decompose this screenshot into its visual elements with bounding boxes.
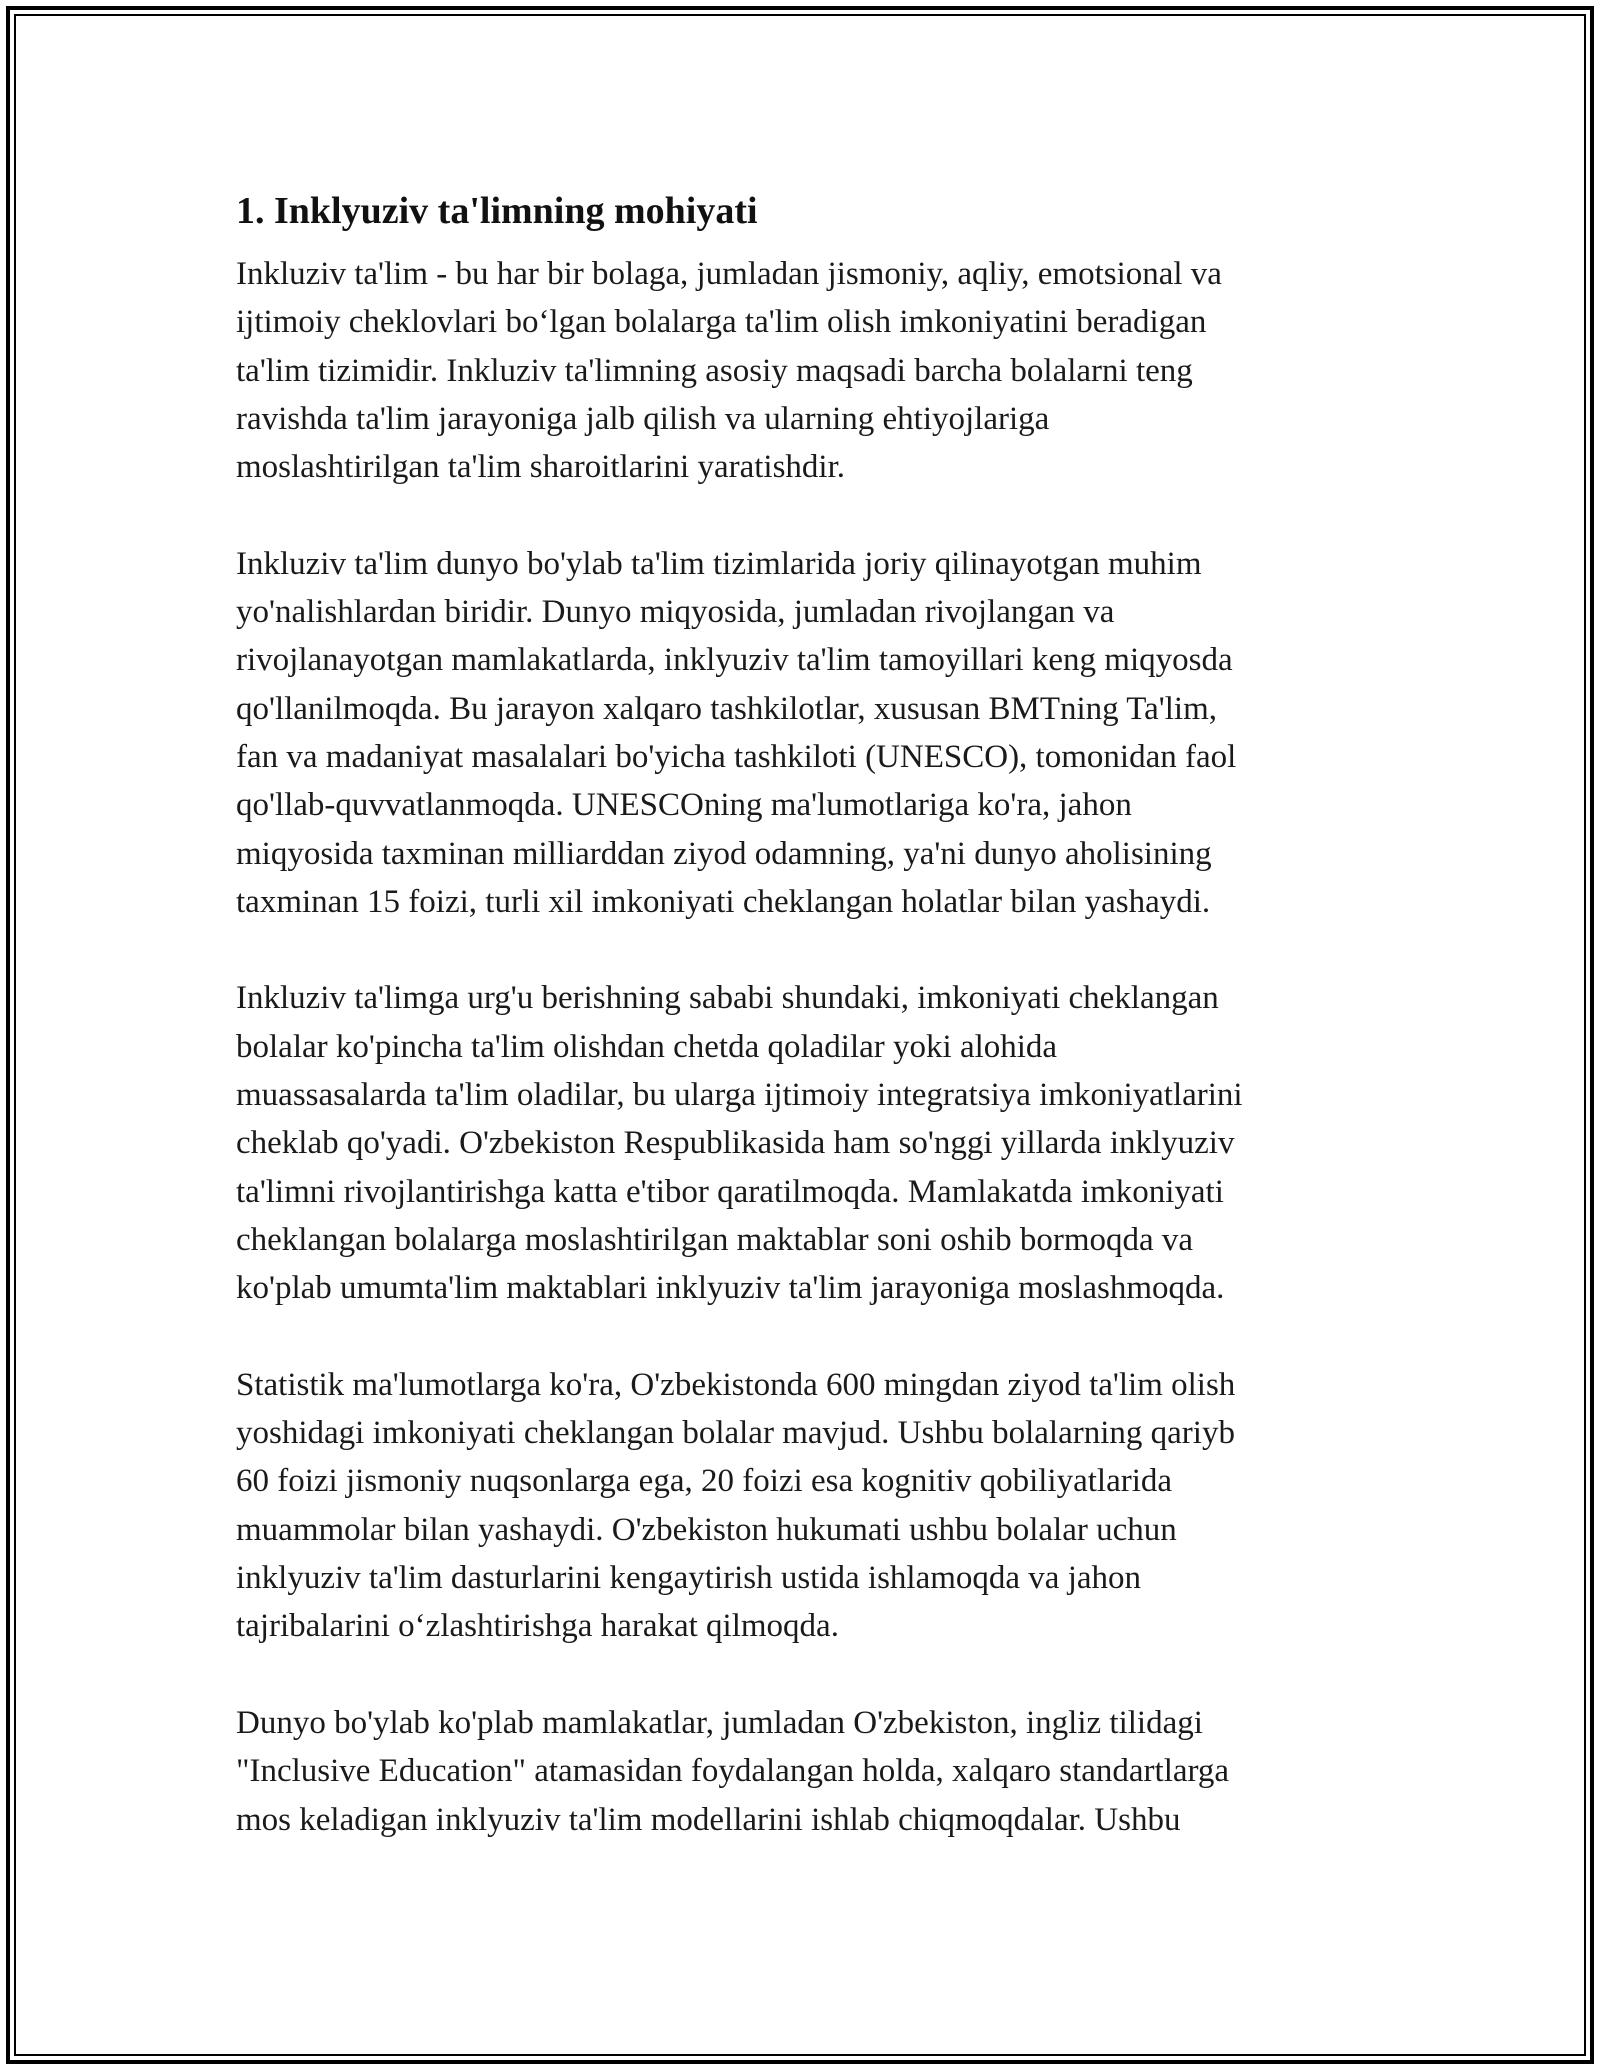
paragraphs-container <box>236 250 1406 1844</box>
paragraph-line: ko'plab umumta'lim maktablari inklyuziv ta'lim jarayoniga moslashmoqda. <box>236 1270 1225 1307</box>
paragraph-line: ijtimoiy cheklovlari bo‘lgan bolalarga ta'lim olish imkoniyatini beradigan <box>236 304 1207 341</box>
paragraph-line: Inkluziv ta'lim dunyo bo'ylab ta'lim tizimlarida joriy qilinayotgan muhim <box>236 545 1202 582</box>
paragraph-line: mos keladigan inklyuziv ta'lim modellarini ishlab chiqmoqdalar. Ushbu <box>236 1801 1181 1838</box>
paragraph-line: muammolar bilan yashaydi. O'zbekiston hukumati ushbu bolalar uchun <box>236 1511 1177 1548</box>
paragraph-line: cheklangan bolalarga moslashtirilgan maktablar soni oshib bormoqda va <box>236 1221 1194 1258</box>
paragraph-line: Inkluziv ta'limga urg'u berishning sababi shundaki, imkoniyati cheklangan <box>236 980 1219 1017</box>
paragraph-line: Inkluziv ta'lim - bu har bir bolaga, jumladan jismoniy, aqliy, emotsional va <box>236 256 1222 292</box>
paragraph-line: Dunyo bo'ylab ko'plab mamlakatlar, jumladan O'zbekiston, ingliz tilidagi <box>236 1704 1203 1741</box>
paragraph-line: tajribalarini o‘zlashtirishga harakat qilmoqda. <box>236 1608 839 1645</box>
paragraph-line: ravishda ta'lim jarayoniga jalb qilish va ularning ehtiyojlariga <box>236 400 1050 437</box>
paragraph-line: yo'nalishlardan biridir. Dunyo miqyosida, jumladan rivojlangan va <box>236 594 1115 631</box>
paragraph <box>236 250 1406 491</box>
paragraph-gap <box>236 926 1406 974</box>
paragraph <box>236 540 1406 926</box>
paragraph-line: rivojlanayotgan mamlakatlarda, inklyuziv ta'lim tamoyillari keng miqyosda <box>236 642 1233 679</box>
paragraph-line: miqyosida taxminan milliarddan ziyod odamning, ya'ni dunyo aholisining <box>236 835 1212 872</box>
paragraph-gap <box>236 1651 1406 1699</box>
paragraph-line: "Inclusive Education" atamasidan foydalangan holda, xalqaro standartlarga <box>236 1753 1230 1790</box>
paragraph <box>236 1699 1406 1844</box>
paragraph-line: 60 foizi jismoniy nuqsonlarga ega, 20 foizi esa kognitiv qobiliyatlarida <box>236 1463 1173 1500</box>
paragraph-line: qo'llanilmoqda. Bu jarayon xalqaro tashkilotlar, xususan BMTning Ta'lim, <box>236 690 1218 727</box>
document-body <box>236 186 1406 1844</box>
section-heading: 1. Inklyuziv ta'limning mohiyati <box>236 190 758 232</box>
paragraph-line: qo'llab-quvvatlanmoqda. UNESCOning ma'lumotlariga ko'ra, jahon <box>236 787 1132 824</box>
paragraph-line: Statistik ma'lumotlarga ko'ra, O'zbekistonda 600 mingdan ziyod ta'lim olish <box>236 1366 1236 1403</box>
paragraph-line: muassasalarda ta'lim oladilar, bu ularga ijtimoiy integratsiya imkoniyatlarini <box>236 1077 1243 1114</box>
paragraph-line: fan va madaniyat masalalari bo'yicha tashkiloti (UNESCO), tomonidan faol <box>236 738 1237 775</box>
paragraph-line: ta'lim tizimidir. Inkluziv ta'limning asosiy maqsadi barcha bolalarni teng <box>236 352 1193 389</box>
paragraph-line: yoshidagi imkoniyati cheklangan bolalar mavjud. Ushbu bolalarning qariyb <box>236 1415 1235 1452</box>
paragraph-line: bolalar ko'pincha ta'lim olishdan chetda qoladilar yoki alohida <box>236 1028 1058 1065</box>
paragraph-line: taxminan 15 foizi, turli xil imkoniyati cheklangan holatlar bilan yashaydi. <box>236 883 1211 920</box>
paragraph-line: moslashtirilgan ta'lim sharoitlarini yaratishdir. <box>236 449 846 486</box>
paragraph-line: inklyuziv ta'lim dasturlarini kengaytirish ustida ishlamoqda va jahon <box>236 1560 1142 1597</box>
paragraph-gap <box>236 1313 1406 1361</box>
paragraph <box>236 974 1406 1312</box>
paragraph <box>236 1361 1406 1651</box>
paragraph-gap <box>236 491 1406 539</box>
paragraph-line: ta'limni rivojlantirishga katta e'tibor qaratilmoqda. Mamlakatda imkoniyati <box>236 1173 1224 1210</box>
paragraph-line: cheklab qo'yadi. O'zbekiston Respublikasida ham so'nggi yillarda inklyuziv <box>236 1125 1235 1162</box>
